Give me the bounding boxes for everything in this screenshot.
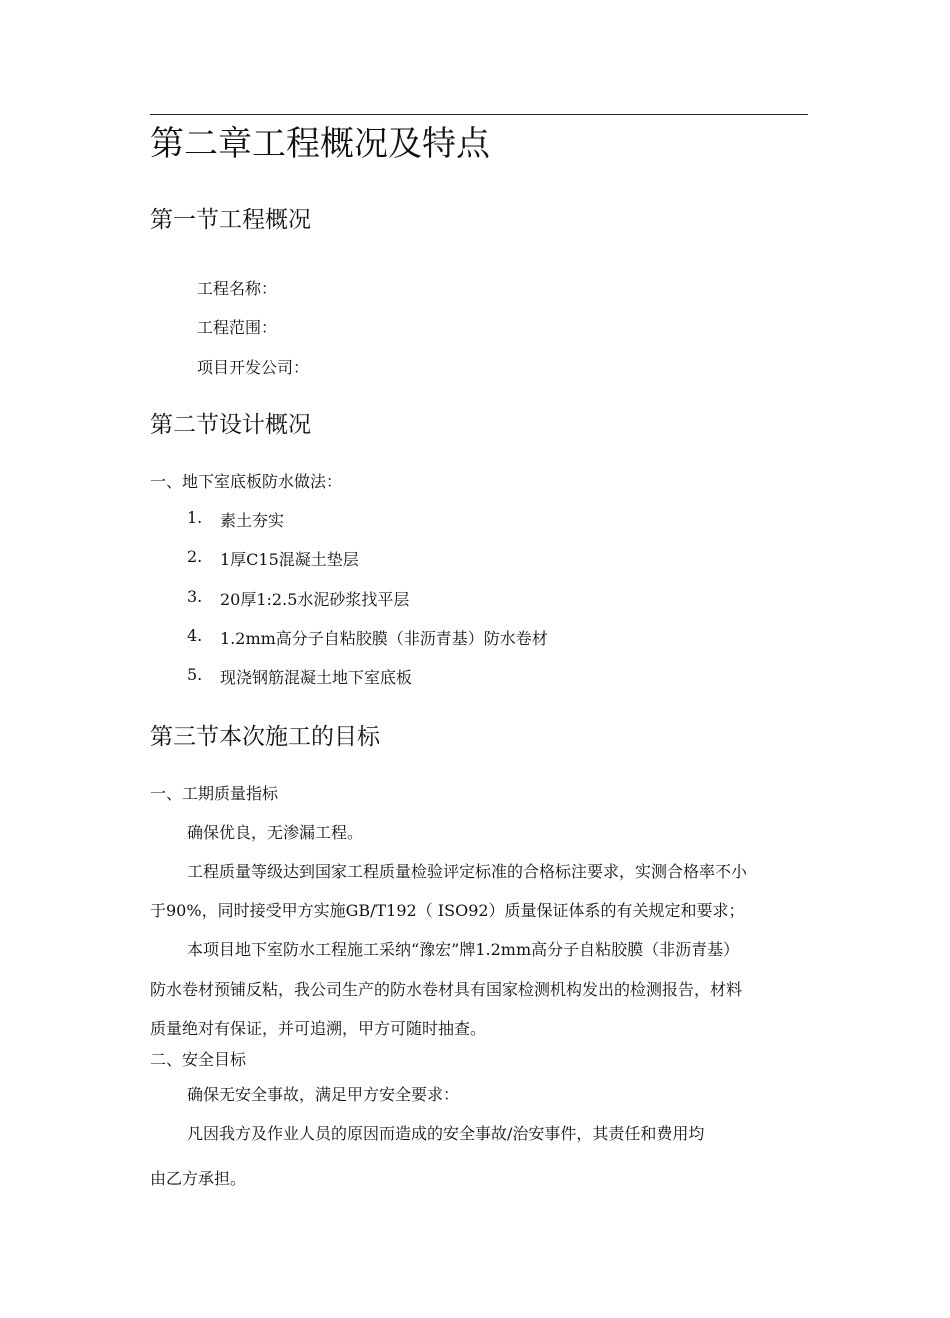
- paragraph-line: 防水卷材预铺反粘，我公司生产的防水卷材具有国家检测机构发出的检测报告，材料: [150, 980, 743, 999]
- field-developer: 项目开发公司：: [197, 358, 310, 377]
- list-item-text: 1厚C15混凝土垫层: [220, 550, 359, 569]
- list-item-text: 素土夯实: [220, 511, 285, 530]
- list-item-number: 4.: [187, 626, 203, 645]
- section-title-overview: 第一节工程概况: [150, 207, 311, 233]
- paragraph-line: 由乙方承担。: [150, 1169, 247, 1188]
- header-rule: [150, 114, 808, 115]
- paragraph-line: 本项目地下室防水工程施工采纳“豫宏”牌1.2mm高分子自粘胶膜（非沥青基）: [187, 940, 740, 959]
- paragraph-line: 确保优良，无渗漏工程。: [187, 823, 364, 842]
- paragraph-line: 确保无安全事故，满足甲方安全要求：: [187, 1085, 460, 1104]
- quality-heading: 一、工期质量指标: [150, 784, 279, 803]
- list-item-number: 2.: [187, 547, 203, 566]
- list-item-text: 20厚1:2.5水泥砂浆找平层: [220, 590, 410, 609]
- section-title-design: 第二节设计概况: [150, 412, 311, 438]
- paragraph-line: 于90%，同时接受甲方实施GB/T192（ ISO92）质量保证体系的有关规定和要求；: [150, 901, 745, 920]
- chapter-title: 第二章工程概况及特点: [150, 124, 490, 164]
- list-item-text: 1.2mm高分子自粘胶膜（非沥青基）防水卷材: [220, 629, 548, 648]
- list-item-number: 3.: [187, 587, 203, 606]
- field-project-scope: 工程范围：: [197, 318, 278, 337]
- list-item-number: 1.: [187, 508, 203, 527]
- safety-heading: 二、安全目标: [150, 1050, 247, 1069]
- paragraph-line: 凡因我方及作业人员的原因而造成的安全事故/治安事件，其责任和费用均: [187, 1124, 705, 1143]
- paragraph-line: 工程质量等级达到国家工程质量检验评定标准的合格标注要求，实测合格率不小: [187, 862, 748, 881]
- field-project-name: 工程名称：: [197, 279, 278, 298]
- list-item-number: 5.: [187, 665, 203, 684]
- design-heading: 一、地下室底板防水做法：: [150, 472, 343, 491]
- section-title-goals: 第三节本次施工的目标: [150, 724, 380, 750]
- paragraph-line: 质量绝对有保证，并可追溯，甲方可随时抽查。: [150, 1019, 487, 1038]
- list-item-text: 现浇钢筋混凝土地下室底板: [220, 668, 413, 687]
